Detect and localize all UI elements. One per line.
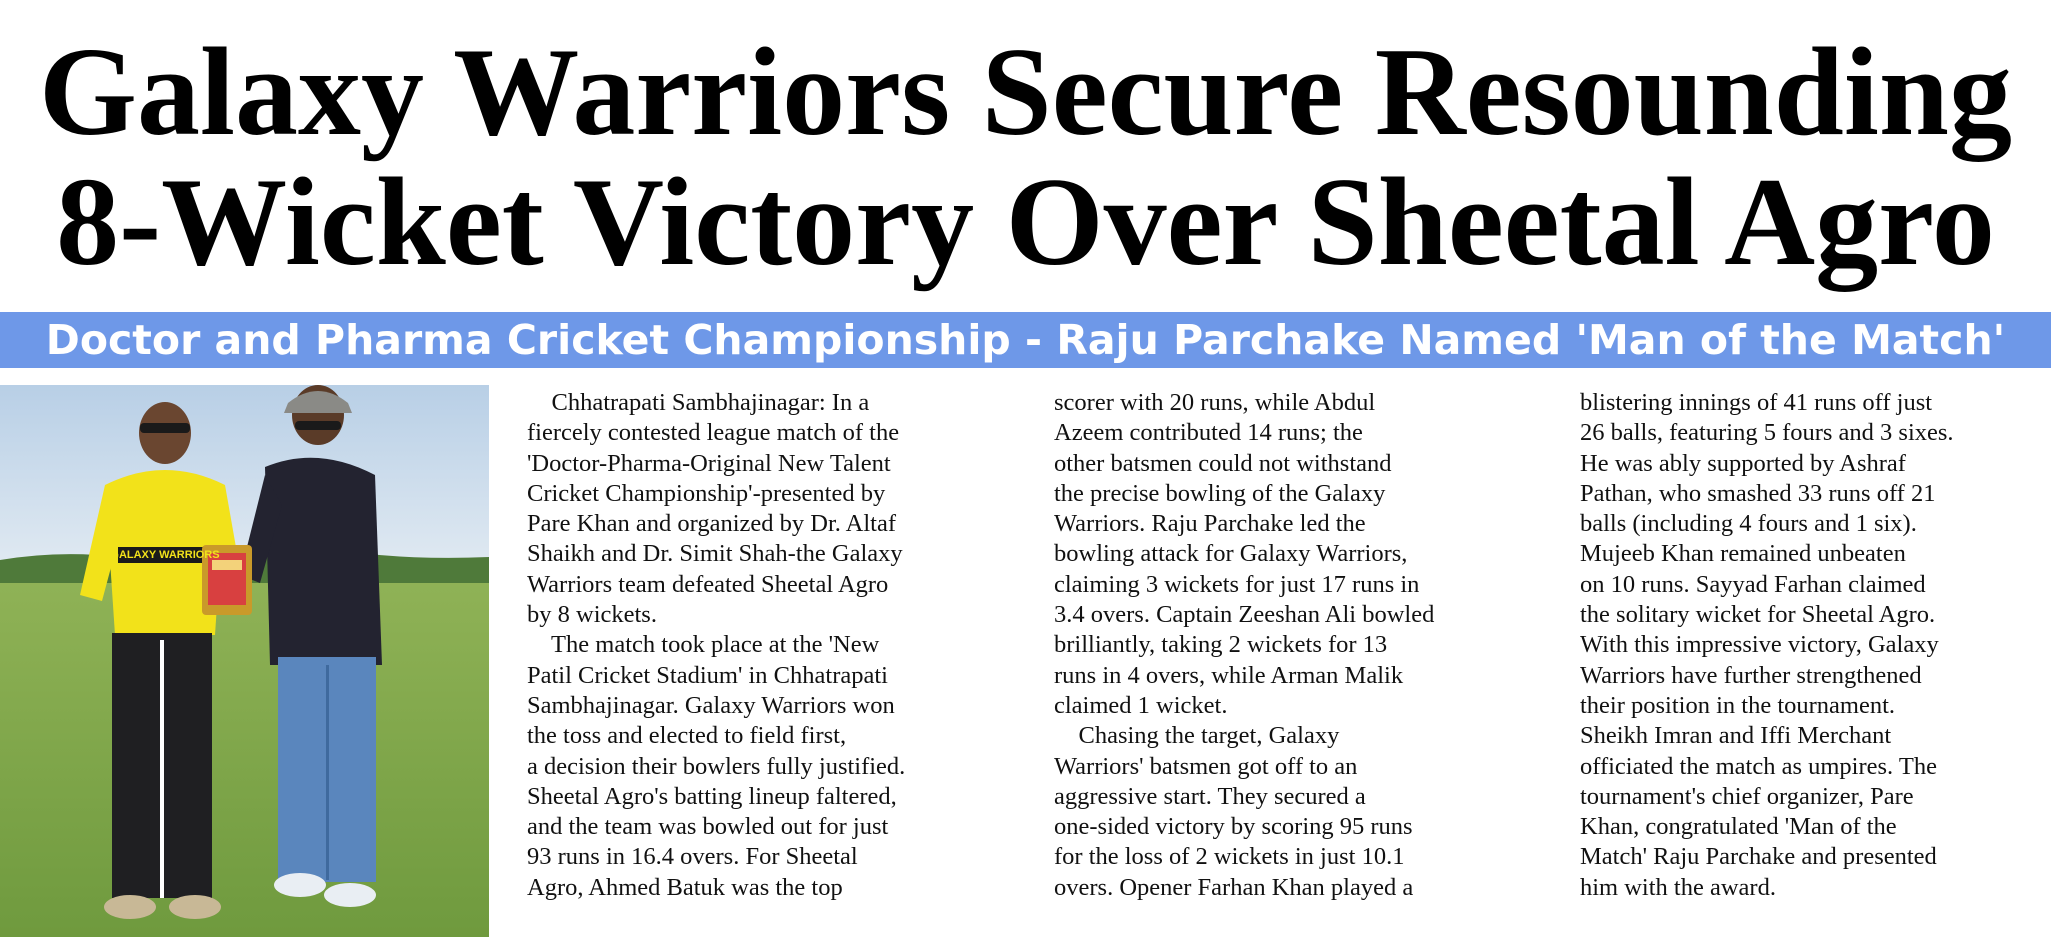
article-line: and the team was bowled out for just	[527, 813, 889, 841]
article-line: Sheikh Imran and Iffi Merchant	[1580, 722, 1892, 750]
article-line: on 10 runs. Sayyad Farhan claimed	[1580, 570, 1926, 598]
article-line: Patil Cricket Stadium' in Chhatrapati	[527, 661, 888, 689]
article-line: fiercely contested league match of the	[527, 419, 900, 447]
headline-line-2: 8-Wicket Victory Over Sheetal Agro	[56, 153, 1995, 292]
article-line: Sambhajinagar. Galaxy Warriors won	[527, 691, 895, 719]
article-line: for the loss of 2 wickets in just 10.1	[1054, 843, 1405, 871]
article-line: Shaikh and Dr. Simit Shah-the Galaxy	[527, 540, 903, 568]
article-line: Chhatrapati Sambhajinagar: In a	[527, 389, 870, 416]
article-line: Khan, congratulated 'Man of the	[1580, 813, 1897, 841]
article-line: aggressive start. They secured a	[1054, 782, 1366, 810]
article-line: Azeem contributed 14 runs; the	[1054, 419, 1363, 447]
article-line: Warriors have further strengthened	[1580, 661, 1922, 689]
article-line: runs in 4 overs, while Arman Malik	[1054, 661, 1404, 689]
article-line: Pare Khan and organized by Dr. Altaf	[527, 510, 896, 538]
article-line: Mujeeb Khan remained unbeaten	[1580, 540, 1906, 568]
article-line: their position in the tournament.	[1580, 691, 1896, 719]
article-column-2	[1054, 388, 1524, 903]
subheadline-banner: Doctor and Pharma Cricket Championship - Raju Parchake Named 'Man of the Match'	[0, 312, 2051, 368]
article-column-3	[1580, 388, 2050, 903]
article-line: Warriors' batsmen got off to an	[1054, 752, 1358, 780]
article-line: claimed 1 wicket.	[1054, 691, 1228, 719]
article-line: Pathan, who smashed 33 runs off 21	[1580, 479, 1936, 507]
article-line: brilliantly, taking 2 wickets for 13	[1054, 631, 1388, 659]
article-line: balls (including 4 fours and 1 six).	[1580, 510, 1917, 538]
match-photo	[0, 385, 489, 937]
article-line: 93 runs in 16.4 overs. For Sheetal	[527, 843, 858, 871]
jersey-text: GALAXY WARRIORS	[110, 549, 220, 561]
article-line: a decision their bowlers fully justified.	[527, 752, 906, 780]
article-column-1	[527, 388, 997, 903]
article-line: him with the award.	[1580, 873, 1776, 901]
article-line: The match took place at the 'New	[527, 631, 880, 659]
article-line: overs. Opener Farhan Khan played a	[1054, 873, 1414, 901]
article-line: the solitary wicket for Sheetal Agro.	[1580, 601, 1936, 629]
article-line: Chasing the target, Galaxy	[1054, 722, 1340, 750]
article-line: Agro, Ahmed Batuk was the top	[527, 873, 843, 901]
article-line: With this impressive victory, Galaxy	[1580, 631, 1939, 659]
article-line: scorer with 20 runs, while Abdul	[1054, 389, 1376, 416]
article-line: officiated the match as umpires. The	[1580, 752, 1937, 780]
article-line: He was ably supported by Ashraf	[1580, 449, 1906, 477]
article-line: one-sided victory by scoring 95 runs	[1054, 813, 1413, 841]
article-line: Warriors team defeated Sheetal Agro	[527, 570, 889, 598]
article-line: the precise bowling of the Galaxy	[1054, 479, 1386, 507]
article-line: 26 balls, featuring 5 fours and 3 sixes.	[1580, 419, 1954, 447]
headline-line-1: Galaxy Warriors Secure Resounding	[39, 23, 2012, 162]
article-line: Sheetal Agro's batting lineup faltered,	[527, 782, 897, 810]
article-line: the toss and elected to field first,	[527, 722, 847, 750]
article-line: Cricket Championship'-presented by	[527, 479, 886, 507]
headline	[0, 23, 2051, 292]
article-line: other batsmen could not withstand	[1054, 449, 1392, 477]
article-line: by 8 wickets.	[527, 601, 657, 629]
article-line: claiming 3 wickets for just 17 runs in	[1054, 570, 1420, 598]
article-line: 'Doctor-Pharma-Original New Talent	[527, 449, 891, 477]
article-line: bowling attack for Galaxy Warriors,	[1054, 540, 1408, 568]
article-line: tournament's chief organizer, Pare	[1580, 782, 1914, 810]
article-line: blistering innings of 41 runs off just	[1580, 389, 1933, 416]
article-line: Match' Raju Parchake and presented	[1580, 843, 1937, 871]
article-line: Warriors. Raju Parchake led the	[1054, 510, 1366, 538]
article-line: 3.4 overs. Captain Zeeshan Ali bowled	[1054, 601, 1435, 629]
